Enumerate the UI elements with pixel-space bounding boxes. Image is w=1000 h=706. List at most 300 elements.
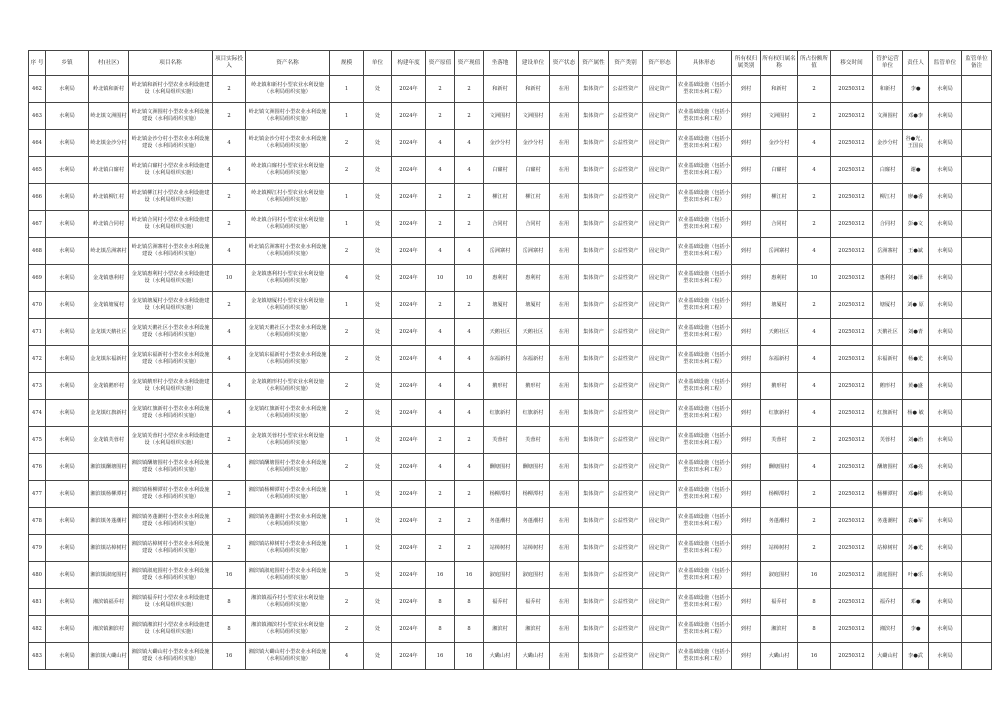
asset-category-cell: 公益性资产 xyxy=(609,130,643,157)
share-value-cell: 2 xyxy=(798,535,831,562)
investment-cell: 4 xyxy=(213,319,246,346)
asset-category-cell: 公益性资产 xyxy=(609,184,643,211)
original-value-cell: 2 xyxy=(426,481,455,508)
asset-category-cell: 公益性资产 xyxy=(609,508,643,535)
town-cell: 水利局 xyxy=(46,157,89,184)
builder-cell: 金沙分村 xyxy=(517,130,550,157)
scale-cell: 2 xyxy=(330,157,364,184)
build-year-cell: 2024年 xyxy=(392,643,426,670)
column-header: 监管单位 xyxy=(929,51,962,76)
ownership-name-cell: 芙蓉村 xyxy=(761,427,798,454)
ownership-type-cell: 到村 xyxy=(732,265,761,292)
column-header: 资产现值 xyxy=(455,51,484,76)
scale-cell: 1 xyxy=(330,211,364,238)
table-row xyxy=(29,157,992,184)
original-value-cell: 4 xyxy=(426,346,455,373)
asset-name-cell: 岭北镇文洲围村小型农业水利设施（水利局组织实施） xyxy=(246,103,330,130)
ownership-type-cell: 到村 xyxy=(732,346,761,373)
supervisor-cell: 水利局 xyxy=(929,184,962,211)
asset-form-cell: 固定资产 xyxy=(643,427,677,454)
build-year-cell: 2024年 xyxy=(392,427,426,454)
ownership-type-cell: 到村 xyxy=(732,589,761,616)
share-value-cell: 4 xyxy=(798,373,831,400)
town-cell: 水利局 xyxy=(46,346,89,373)
supervisor-cell: 水利局 xyxy=(929,238,962,265)
supervisor-note-cell xyxy=(962,454,992,481)
specific-form-cell: 农业基础设施（包括小型农田水利工程） xyxy=(677,427,732,454)
row-number: 474 xyxy=(29,400,46,427)
scale-cell: 1 xyxy=(330,76,364,103)
ownership-type-cell: 到村 xyxy=(732,292,761,319)
asset-attribute-cell: 集体资产 xyxy=(579,616,609,643)
row-number: 481 xyxy=(29,589,46,616)
table-row xyxy=(29,427,992,454)
asset-name-cell: 岭北镇合同村小型农业水利设施（水利局组织实施） xyxy=(246,211,330,238)
project-name-cell: 岭北镇金沙分村小型农业水利设施建设（水利局组织实施） xyxy=(129,130,213,157)
manager-unit-cell: 岳洲寨村 xyxy=(873,238,903,265)
ownership-type-cell: 到村 xyxy=(732,103,761,130)
specific-form-cell: 农业基础设施（包括小型农田水利工程） xyxy=(677,562,732,589)
asset-attribute-cell: 集体资产 xyxy=(579,508,609,535)
supervisor-cell: 水利局 xyxy=(929,562,962,589)
status-cell: 在用 xyxy=(550,508,579,535)
table-row xyxy=(29,616,992,643)
unit-cell: 处 xyxy=(364,103,392,130)
build-year-cell: 2024年 xyxy=(392,589,426,616)
current-value-cell: 2 xyxy=(455,535,484,562)
asset-name-cell: 金龙镇红旗新村小型农业水利设施（水利局组织实施） xyxy=(246,400,330,427)
unit-cell: 处 xyxy=(364,400,392,427)
supervisor-cell: 水利局 xyxy=(929,508,962,535)
original-value-cell: 4 xyxy=(426,238,455,265)
project-name-cell: 湘滨镇大磡山村小型农业水利设施建设（水利局组织实施） xyxy=(129,643,213,670)
unit-cell: 处 xyxy=(364,238,392,265)
original-value-cell: 16 xyxy=(426,562,455,589)
town-cell: 水利局 xyxy=(46,616,89,643)
town-cell: 水利局 xyxy=(46,427,89,454)
asset-form-cell: 固定资产 xyxy=(643,157,677,184)
table-row xyxy=(29,76,992,103)
village-cell: 岭北镇文洲围村 xyxy=(89,103,129,130)
responsible-person-cell: 叶●乐 xyxy=(903,562,929,589)
asset-name-cell: 湘滨镇淑庭围村小型农业水利设施（水利局组织实施） xyxy=(246,562,330,589)
original-value-cell: 8 xyxy=(426,616,455,643)
scale-cell: 4 xyxy=(330,265,364,292)
asset-name-cell: 岭北镇柳江村小型农业水利设施（水利局组织实施） xyxy=(246,184,330,211)
project-name-cell: 湘滨镇杨柳潭村小型农业水利设施建设（水利局组织实施） xyxy=(129,481,213,508)
column-header: 所占份额所值 xyxy=(798,51,831,76)
town-cell: 水利局 xyxy=(46,643,89,670)
current-value-cell: 2 xyxy=(455,76,484,103)
supervisor-cell: 水利局 xyxy=(929,589,962,616)
village-cell: 金龙镇塘厦村 xyxy=(89,292,129,319)
column-header: 规模 xyxy=(330,51,364,76)
status-cell: 在用 xyxy=(550,157,579,184)
village-cell: 湘滨镇湘滨村 xyxy=(89,616,129,643)
asset-name-cell: 金龙镇天鹅社区小型农业水利设施（水利局组织实施） xyxy=(246,319,330,346)
status-cell: 在用 xyxy=(550,292,579,319)
asset-category-cell: 公益性资产 xyxy=(609,319,643,346)
asset-register-table xyxy=(28,50,992,670)
town-cell: 水利局 xyxy=(46,238,89,265)
supervisor-note-cell xyxy=(962,589,992,616)
ownership-type-cell: 到村 xyxy=(732,184,761,211)
location-cell: 务蓬潮村 xyxy=(484,508,517,535)
manager-unit-cell: 柳江村 xyxy=(873,184,903,211)
build-year-cell: 2024年 xyxy=(392,616,426,643)
manager-unit-cell: 东福新村 xyxy=(873,346,903,373)
ownership-name-cell: 淑庭围村 xyxy=(761,562,798,589)
original-value-cell: 2 xyxy=(426,508,455,535)
ownership-type-cell: 到村 xyxy=(732,238,761,265)
asset-form-cell: 固定资产 xyxy=(643,76,677,103)
asset-category-cell: 公益性资产 xyxy=(609,76,643,103)
asset-attribute-cell: 集体资产 xyxy=(579,184,609,211)
ownership-type-cell: 到村 xyxy=(732,319,761,346)
row-number: 482 xyxy=(29,616,46,643)
asset-attribute-cell: 集体资产 xyxy=(579,562,609,589)
project-name-cell: 岭北镇岳洲寨村小型农业水利设施建设（水利局组织实施） xyxy=(129,238,213,265)
investment-cell: 4 xyxy=(213,130,246,157)
supervisor-note-cell xyxy=(962,346,992,373)
investment-cell: 2 xyxy=(213,292,246,319)
asset-category-cell: 公益性资产 xyxy=(609,157,643,184)
asset-name-cell: 金龙镇东福新村小型农业水利设施（水利局组织实施） xyxy=(246,346,330,373)
handover-date-cell: 20250312 xyxy=(831,184,873,211)
builder-cell: 站樟树村 xyxy=(517,535,550,562)
project-name-cell: 金龙镇芙蓉村小型农业水利设施建设（水利局组织实施） xyxy=(129,427,213,454)
asset-attribute-cell: 集体资产 xyxy=(579,103,609,130)
investment-cell: 2 xyxy=(213,103,246,130)
column-header: 资产类别 xyxy=(609,51,643,76)
ownership-name-cell: 塘厦村 xyxy=(761,292,798,319)
village-cell: 湘滨镇大磡山村 xyxy=(89,643,129,670)
row-number: 466 xyxy=(29,184,46,211)
ownership-type-cell: 到村 xyxy=(732,211,761,238)
current-value-cell: 4 xyxy=(455,400,484,427)
asset-attribute-cell: 集体资产 xyxy=(579,292,609,319)
scale-cell: 1 xyxy=(330,508,364,535)
asset-form-cell: 固定资产 xyxy=(643,238,677,265)
handover-date-cell: 20250312 xyxy=(831,616,873,643)
current-value-cell: 4 xyxy=(455,373,484,400)
asset-name-cell: 金龙镇塘厦村小型农业水利设施（水利局组织实施） xyxy=(246,292,330,319)
responsible-person-cell: 王●斌 xyxy=(903,238,929,265)
project-name-cell: 湘滨镇站樟树村小型农业水利设施建设（水利局组织实施） xyxy=(129,535,213,562)
column-header: 单位 xyxy=(364,51,392,76)
builder-cell: 合同村 xyxy=(517,211,550,238)
handover-date-cell: 20250312 xyxy=(831,508,873,535)
ownership-name-cell: 惠利村 xyxy=(761,265,798,292)
scale-cell: 2 xyxy=(330,454,364,481)
asset-name-cell: 湘滨镇站樟树村小型农业水利设施（水利局组织实施） xyxy=(246,535,330,562)
supervisor-cell: 水利局 xyxy=(929,454,962,481)
current-value-cell: 4 xyxy=(455,157,484,184)
asset-name-cell: 湘滨镇湘滨村小型农业水利设施（水利局组织实施） xyxy=(246,616,330,643)
share-value-cell: 2 xyxy=(798,103,831,130)
ownership-name-cell: 站樟树村 xyxy=(761,535,798,562)
village-cell: 金龙镇红旗新村 xyxy=(89,400,129,427)
ownership-name-cell: 杨柳潭村 xyxy=(761,481,798,508)
town-cell: 水利局 xyxy=(46,373,89,400)
unit-cell: 处 xyxy=(364,292,392,319)
asset-name-cell: 金龙镇芙蓉村小型农业水利设施（水利局组织实施） xyxy=(246,427,330,454)
asset-form-cell: 固定资产 xyxy=(643,346,677,373)
supervisor-note-cell xyxy=(962,535,992,562)
asset-category-cell: 公益性资产 xyxy=(609,481,643,508)
specific-form-cell: 农业基础设施（包括小型农田水利工程） xyxy=(677,400,732,427)
supervisor-note-cell xyxy=(962,400,992,427)
town-cell: 水利局 xyxy=(46,265,89,292)
specific-form-cell: 农业基础设施（包括小型农田水利工程） xyxy=(677,211,732,238)
column-header: 移交时间 xyxy=(831,51,873,76)
project-name-cell: 金龙镇塘厦村小型农业水利设施建设（水利局组织实施） xyxy=(129,292,213,319)
handover-date-cell: 20250312 xyxy=(831,427,873,454)
location-cell: 淑庭围村 xyxy=(484,562,517,589)
asset-form-cell: 固定资产 xyxy=(643,319,677,346)
current-value-cell: 16 xyxy=(455,562,484,589)
asset-category-cell: 公益性资产 xyxy=(609,400,643,427)
row-number: 480 xyxy=(29,562,46,589)
build-year-cell: 2024年 xyxy=(392,508,426,535)
village-cell: 岭北镇和新村 xyxy=(89,76,129,103)
handover-date-cell: 20250312 xyxy=(831,535,873,562)
unit-cell: 处 xyxy=(364,265,392,292)
original-value-cell: 2 xyxy=(426,184,455,211)
asset-attribute-cell: 集体资产 xyxy=(579,643,609,670)
manager-unit-cell: 酬塘围村 xyxy=(873,454,903,481)
village-cell: 湘滨镇杨柳潭村 xyxy=(89,481,129,508)
share-value-cell: 2 xyxy=(798,184,831,211)
status-cell: 在用 xyxy=(550,454,579,481)
town-cell: 水利局 xyxy=(46,184,89,211)
row-number: 471 xyxy=(29,319,46,346)
responsible-person-cell: 李●武 xyxy=(903,643,929,670)
asset-name-cell: 金龙镇惠利村小型农业水利设施（水利局组织实施） xyxy=(246,265,330,292)
builder-cell: 酬塘围村 xyxy=(517,454,550,481)
current-value-cell: 2 xyxy=(455,292,484,319)
supervisor-note-cell xyxy=(962,76,992,103)
town-cell: 水利局 xyxy=(46,562,89,589)
current-value-cell: 16 xyxy=(455,643,484,670)
asset-category-cell: 公益性资产 xyxy=(609,589,643,616)
builder-cell: 务蓬潮村 xyxy=(517,508,550,535)
table-row xyxy=(29,562,992,589)
build-year-cell: 2024年 xyxy=(392,535,426,562)
asset-name-cell: 湘滨镇大磡山村小型农业水利设施（水利局组织实施） xyxy=(246,643,330,670)
asset-name-cell: 岭北镇金沙分村小型农业水利设施（水利局组织实施） xyxy=(246,130,330,157)
unit-cell: 处 xyxy=(364,427,392,454)
manager-unit-cell: 合同村 xyxy=(873,211,903,238)
table-row xyxy=(29,211,992,238)
location-cell: 柳江村 xyxy=(484,184,517,211)
asset-category-cell: 公益性资产 xyxy=(609,103,643,130)
column-header: 序 号 xyxy=(29,51,46,76)
status-cell: 在用 xyxy=(550,400,579,427)
scale-cell: 5 xyxy=(330,562,364,589)
share-value-cell: 8 xyxy=(798,589,831,616)
handover-date-cell: 20250312 xyxy=(831,481,873,508)
builder-cell: 鹅形村 xyxy=(517,373,550,400)
ownership-type-cell: 到村 xyxy=(732,157,761,184)
builder-cell: 湘滨村 xyxy=(517,616,550,643)
ownership-type-cell: 到村 xyxy=(732,508,761,535)
asset-name-cell: 金龙镇鹅形村小型农业水利设施（水利局组织实施） xyxy=(246,373,330,400)
investment-cell: 4 xyxy=(213,400,246,427)
manager-unit-cell: 鹅形村 xyxy=(873,373,903,400)
asset-attribute-cell: 集体资产 xyxy=(579,400,609,427)
row-number: 467 xyxy=(29,211,46,238)
town-cell: 水利局 xyxy=(46,589,89,616)
specific-form-cell: 农业基础设施（包括小型农田水利工程） xyxy=(677,103,732,130)
column-header: 所有权归属名称 xyxy=(761,51,798,76)
town-cell: 水利局 xyxy=(46,535,89,562)
location-cell: 文洲围村 xyxy=(484,103,517,130)
supervisor-note-cell xyxy=(962,184,992,211)
supervisor-cell: 水利局 xyxy=(929,400,962,427)
current-value-cell: 8 xyxy=(455,616,484,643)
asset-name-cell: 湘滨镇务蓬潮村小型农业水利设施（水利局组织实施） xyxy=(246,508,330,535)
asset-category-cell: 公益性资产 xyxy=(609,373,643,400)
specific-form-cell: 农业基础设施（包括小型农田水利工程） xyxy=(677,319,732,346)
build-year-cell: 2024年 xyxy=(392,76,426,103)
row-number: 472 xyxy=(29,346,46,373)
handover-date-cell: 20250312 xyxy=(831,103,873,130)
current-value-cell: 8 xyxy=(455,589,484,616)
builder-cell: 惠利村 xyxy=(517,265,550,292)
unit-cell: 处 xyxy=(364,508,392,535)
current-value-cell: 4 xyxy=(455,238,484,265)
ownership-name-cell: 柳江村 xyxy=(761,184,798,211)
asset-form-cell: 固定资产 xyxy=(643,211,677,238)
project-name-cell: 金龙镇红旗新村小型农业水利设施建设（水利局组织实施） xyxy=(129,400,213,427)
builder-cell: 天鹅社区 xyxy=(517,319,550,346)
investment-cell: 8 xyxy=(213,616,246,643)
handover-date-cell: 20250312 xyxy=(831,292,873,319)
scale-cell: 2 xyxy=(330,616,364,643)
village-cell: 岭北镇金沙分村 xyxy=(89,130,129,157)
unit-cell: 处 xyxy=(364,481,392,508)
manager-unit-cell: 惠利村 xyxy=(873,265,903,292)
status-cell: 在用 xyxy=(550,211,579,238)
share-value-cell: 2 xyxy=(798,481,831,508)
share-value-cell: 2 xyxy=(798,292,831,319)
build-year-cell: 2024年 xyxy=(392,319,426,346)
location-cell: 芙蓉村 xyxy=(484,427,517,454)
row-number: 469 xyxy=(29,265,46,292)
asset-form-cell: 固定资产 xyxy=(643,373,677,400)
unit-cell: 处 xyxy=(364,184,392,211)
supervisor-cell: 水利局 xyxy=(929,265,962,292)
current-value-cell: 2 xyxy=(455,481,484,508)
current-value-cell: 10 xyxy=(455,265,484,292)
location-cell: 杨柳潭村 xyxy=(484,481,517,508)
asset-category-cell: 公益性资产 xyxy=(609,616,643,643)
supervisor-note-cell xyxy=(962,265,992,292)
ownership-type-cell: 到村 xyxy=(732,427,761,454)
ownership-type-cell: 到村 xyxy=(732,400,761,427)
table-row xyxy=(29,130,992,157)
build-year-cell: 2024年 xyxy=(392,211,426,238)
asset-attribute-cell: 集体资产 xyxy=(579,346,609,373)
builder-cell: 文洲围村 xyxy=(517,103,550,130)
handover-date-cell: 20250312 xyxy=(831,400,873,427)
original-value-cell: 2 xyxy=(426,76,455,103)
build-year-cell: 2024年 xyxy=(392,481,426,508)
status-cell: 在用 xyxy=(550,373,579,400)
builder-cell: 和新村 xyxy=(517,76,550,103)
status-cell: 在用 xyxy=(550,265,579,292)
column-header: 所有权归属类别 xyxy=(732,51,761,76)
supervisor-cell: 水利局 xyxy=(929,346,962,373)
specific-form-cell: 农业基础设施（包括小型农田水利工程） xyxy=(677,157,732,184)
responsible-person-cell: 黄●盛 xyxy=(903,373,929,400)
town-cell: 水利局 xyxy=(46,211,89,238)
ownership-name-cell: 金沙分村 xyxy=(761,130,798,157)
handover-date-cell: 20250312 xyxy=(831,265,873,292)
builder-cell: 塘厦村 xyxy=(517,292,550,319)
build-year-cell: 2024年 xyxy=(392,346,426,373)
share-value-cell: 4 xyxy=(798,400,831,427)
village-cell: 湘滨镇务蓬潮村 xyxy=(89,508,129,535)
share-value-cell: 8 xyxy=(798,616,831,643)
build-year-cell: 2024年 xyxy=(392,103,426,130)
status-cell: 在用 xyxy=(550,589,579,616)
town-cell: 水利局 xyxy=(46,130,89,157)
unit-cell: 处 xyxy=(364,157,392,184)
unit-cell: 处 xyxy=(364,76,392,103)
table-row xyxy=(29,292,992,319)
responsible-person-cell: 刘●泽 xyxy=(903,265,929,292)
asset-attribute-cell: 集体资产 xyxy=(579,589,609,616)
asset-attribute-cell: 集体资产 xyxy=(579,319,609,346)
village-cell: 岭北镇柳江村 xyxy=(89,184,129,211)
table-row xyxy=(29,103,992,130)
ownership-name-cell: 东福新村 xyxy=(761,346,798,373)
location-cell: 合同村 xyxy=(484,211,517,238)
table-row xyxy=(29,643,992,670)
current-value-cell: 2 xyxy=(455,508,484,535)
supervisor-cell: 水利局 xyxy=(929,76,962,103)
town-cell: 水利局 xyxy=(46,103,89,130)
specific-form-cell: 农业基础设施（包括小型农田水利工程） xyxy=(677,265,732,292)
row-number: 478 xyxy=(29,508,46,535)
asset-attribute-cell: 集体资产 xyxy=(579,130,609,157)
row-number: 463 xyxy=(29,103,46,130)
village-cell: 金龙镇天鹅社区 xyxy=(89,319,129,346)
responsible-person-cell: 邓●彬 xyxy=(903,481,929,508)
ownership-type-cell: 到村 xyxy=(732,373,761,400)
asset-category-cell: 公益性资产 xyxy=(609,454,643,481)
asset-name-cell: 岭北镇白窿村小型农业水利设施（水利局组织实施） xyxy=(246,157,330,184)
build-year-cell: 2024年 xyxy=(392,130,426,157)
responsible-person-cell: 苏●光 xyxy=(903,535,929,562)
status-cell: 在用 xyxy=(550,481,579,508)
investment-cell: 2 xyxy=(213,535,246,562)
original-value-cell: 4 xyxy=(426,454,455,481)
village-cell: 湘滨镇淑庭围村 xyxy=(89,562,129,589)
investment-cell: 16 xyxy=(213,643,246,670)
asset-attribute-cell: 集体资产 xyxy=(579,238,609,265)
current-value-cell: 2 xyxy=(455,184,484,211)
build-year-cell: 2024年 xyxy=(392,157,426,184)
responsible-person-cell: 廖●香 xyxy=(903,184,929,211)
build-year-cell: 2024年 xyxy=(392,454,426,481)
share-value-cell: 2 xyxy=(798,76,831,103)
manager-unit-cell: 务蓬潮村 xyxy=(873,508,903,535)
asset-category-cell: 公益性资产 xyxy=(609,427,643,454)
supervisor-note-cell xyxy=(962,427,992,454)
